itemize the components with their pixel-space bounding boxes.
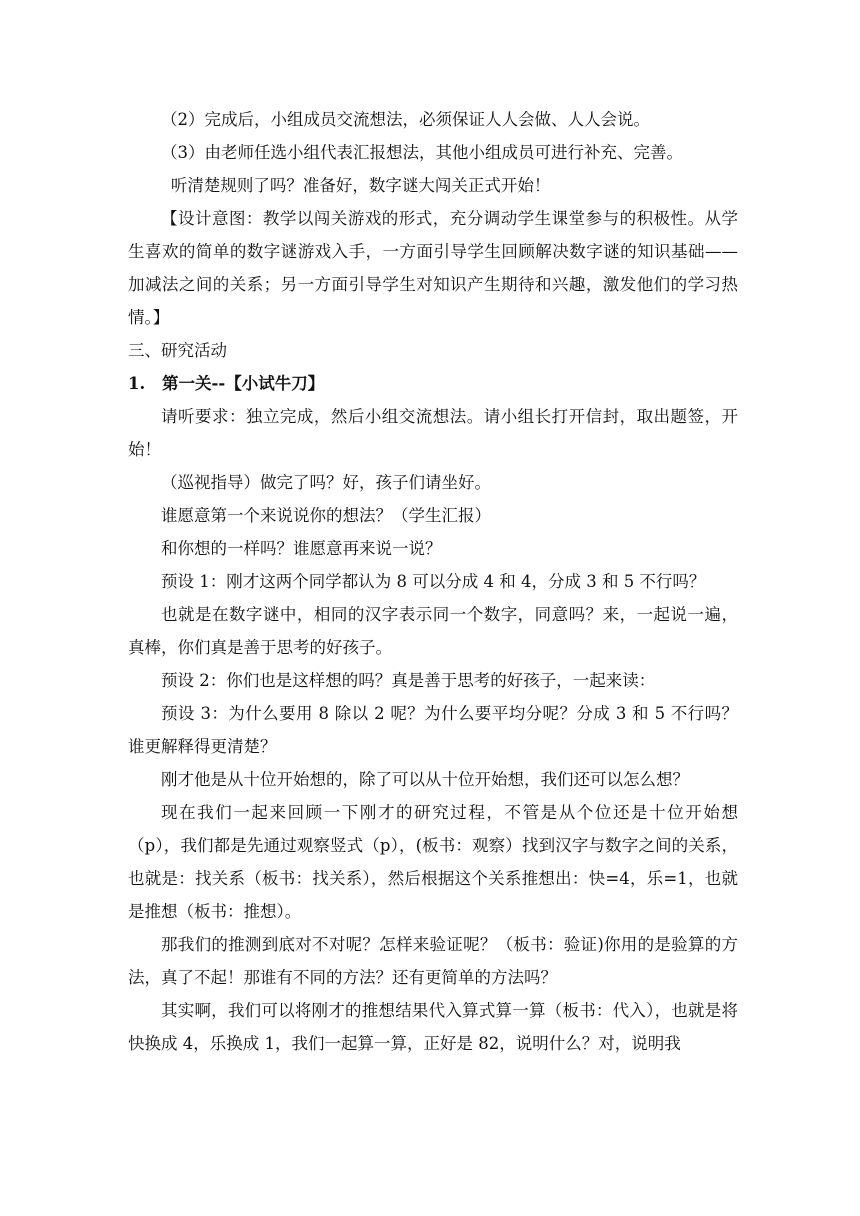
paragraph-preset-1: 预设 1：刚才这两个同学都认为 8 可以分成 4 和 4，分成 3 和 5 不行吗？: [161, 572, 706, 591]
paragraph-rule-2: （2）完成后，小组成员交流想法，必须保证人人会做、人人会说。: [161, 110, 650, 129]
document-body: [128, 103, 738, 1060]
paragraph-start-prompt: 听清楚规则了吗？准备好，数字谜大闯关正式开始！: [170, 176, 551, 195]
paragraph-patrol: （巡视指导）做完了吗？好，孩子们请坐好。: [161, 473, 491, 492]
paragraph-review-process: 现在我们一起来回顾一下刚才的研究过程，不管是从个位还是十位开始想（p），我们都是先通过观察竖式（p），(板书：观察）找到汉字与数字之间的关系，也就是：找关系（板书：找关系），然后根据这个关系推想出：快=4，乐=1，也就是推想（板书：推想）。: [128, 803, 738, 921]
paragraph-design-intent: 【设计意图：教学以闯关游戏的形式，充分调动学生课堂参与的积极性。从学生喜欢的简单的数字谜游戏入手，一方面引导学生回顾解决数字谜的知识基础——加减法之间的关系；另一方面引导学生对知识产生期待和兴趣，激发他们的学习热情。】: [128, 209, 738, 327]
paragraph-substitute: 其实啊，我们可以将刚才的推想结果代入算式算一算（板书：代入），也就是将快换成 4，乐换成 1，我们一起算一算，正好是 82，说明什么？对，说明我: [128, 1001, 738, 1053]
section-heading-research: 三、研究活动: [128, 341, 227, 360]
paragraph-requirements: 请听要求：独立完成，然后小组交流想法。请小组长打开信封，取出题签，开始！: [128, 407, 738, 459]
level-one-title: 第一关--【小试牛刀】: [162, 374, 325, 393]
paragraph-same-idea: 和你想的一样吗？谁愿意再来说一说？: [161, 539, 442, 558]
level-one-number: 1.: [128, 374, 146, 393]
paragraph-same-character: 也就是在数字谜中，相同的汉字表示同一个数字，同意吗？来，一起说一遍，真棒，你们真是善于思考的好孩子。: [128, 605, 738, 657]
paragraph-verify: 那我们的推测到底对不对呢？怎样来验证呢？（板书：验证)你用的是验算的方法，真了不起！那谁有不同的方法？还有更简单的方法吗？: [128, 935, 738, 987]
level-one-heading: [128, 367, 738, 400]
paragraph-preset-2: 预设 2：你们也是这样想的吗？真是善于思考的好孩子，一起来读：: [161, 671, 656, 690]
paragraph-rule-3: （3）由老师任选小组代表汇报想法，其他小组成员可进行补充、完善。: [161, 143, 683, 162]
paragraph-tens-place: 刚才他是从十位开始想的，除了可以从十位开始想，我们还可以怎么想？: [161, 770, 689, 789]
paragraph-who-first: 谁愿意第一个来说说你的想法？（学生汇报）: [161, 506, 491, 525]
paragraph-preset-3: 预设 3：为什么要用 8 除以 2 呢？为什么要平均分呢？分成 3 和 5 不行吗？谁更解释得更清楚？: [128, 704, 738, 756]
